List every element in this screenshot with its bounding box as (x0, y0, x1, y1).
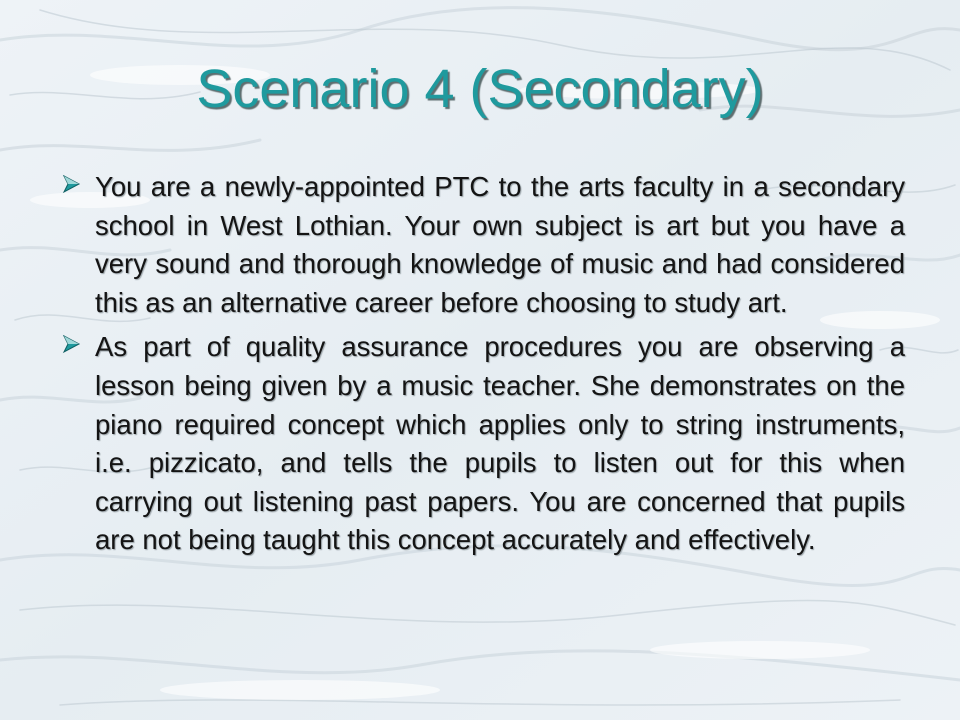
bullet-text: You are a newly-appointed PTC to the arts faculty in a secondary school in West Lothian. Your own subject is art but you have a very sound and thorough knowledge of music and had considered this as an alternative career before choosing to study art. (95, 171, 905, 318)
bullet-item (60, 168, 905, 322)
bullet-item (60, 328, 905, 560)
bullet-text: As part of quality assurance procedures you are observing a lesson being given by a music teacher. She demonstrates on the piano required concept which applies only to string instruments, i.e. pizzicato, and tells the pupils to listen out for this when carrying out listening past papers. You are concerned that pupils are not being taught this concept accurately and effectively. (95, 331, 905, 556)
arrowhead-bullet-icon (60, 333, 82, 355)
bullet-list (60, 168, 905, 566)
arrowhead-bullet-icon (60, 173, 82, 195)
slide-title: Scenario 4 (Secondary) (196, 59, 764, 119)
